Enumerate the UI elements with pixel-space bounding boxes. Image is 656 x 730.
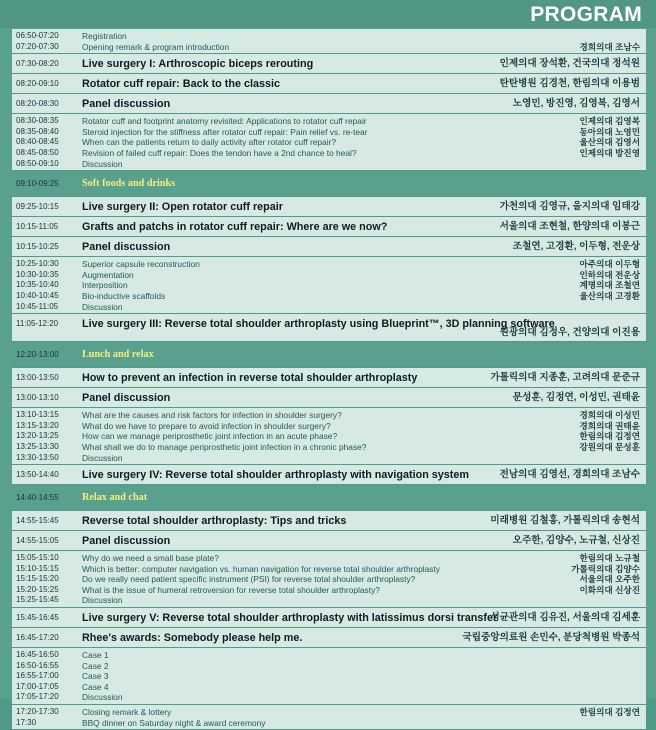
session-block — [12, 54, 646, 74]
schedule-row — [16, 467, 642, 483]
speaker-names: 문성훈, 김정연, 이성민, 권태윤 — [512, 392, 640, 404]
speaker-names: 미래병원 김철홍, 가톨릭의대 송현석 — [490, 515, 640, 527]
break-title: Soft foods and drinks — [82, 178, 176, 190]
session-title: Discussion — [82, 301, 123, 312]
schedule-row — [16, 76, 642, 92]
speaker-names: 전남의대 김영선, 경희의대 조남수 — [499, 469, 640, 481]
session-title: Live surgery III: Reverse total shoulder arthroplasty using Blueprint™, 3D planning software — [82, 318, 555, 331]
schedule-row — [16, 574, 642, 585]
schedule-row — [16, 56, 642, 72]
schedule-row — [16, 390, 642, 406]
session-time: 13:15-13:20 — [16, 420, 59, 430]
session-time: 10:15-10:25 — [16, 242, 59, 252]
schedule-row — [16, 453, 642, 464]
speaker-names: 탄탄병원 김경천, 한림의대 이용범 — [499, 78, 640, 90]
session-title: Registration — [82, 31, 127, 41]
session-time: 13:50-14:40 — [16, 470, 59, 480]
session-time: 10:25-10:30 — [16, 259, 59, 269]
break-block — [12, 485, 646, 511]
speaker-names: 가톨릭의대 지종훈, 고려의대 문준규 — [490, 372, 640, 384]
session-time: 08:35-08:40 — [16, 126, 59, 136]
session-time: 08:20-09:10 — [16, 79, 59, 89]
session-title: Bio-inductive scaffolds — [82, 290, 166, 301]
schedule-row — [16, 718, 642, 729]
schedule-row — [16, 410, 642, 421]
session-time: 15:20-15:25 — [16, 584, 59, 594]
session-block — [12, 705, 646, 730]
session-time: 13:30-13:50 — [16, 452, 59, 462]
session-title: Case 3 — [82, 671, 109, 682]
speaker-names: 인제의대 김영복 — [579, 116, 640, 127]
session-time: 12:20-13:00 — [16, 350, 59, 360]
session-block — [12, 74, 646, 94]
speaker-names: 원광의대 김정우, 건양의대 이진용 — [499, 327, 640, 339]
speaker-names: 경희의대 조남수 — [579, 41, 640, 52]
session-title: Panel discussion — [82, 535, 171, 548]
schedule-row — [16, 127, 642, 138]
schedule-row — [16, 442, 642, 453]
speaker-names: 계명의대 조철연 — [579, 280, 640, 291]
schedule-row — [16, 302, 642, 313]
schedule-row — [16, 513, 642, 529]
session-time: 17:00-17:05 — [16, 681, 59, 691]
speaker-names: 강원의대 문성훈 — [579, 441, 640, 452]
session-title: Panel discussion — [82, 98, 171, 111]
speaker-names: 가톨릭의대 김양수 — [571, 563, 640, 574]
speaker-names: 이화의대 신상진 — [579, 584, 640, 595]
speaker-names: 오주한, 김양수, 노규철, 신상진 — [512, 535, 640, 547]
break-title: Relax and chat — [82, 492, 148, 504]
session-time: 15:10-15:15 — [16, 563, 59, 573]
speaker-names: 서울의대 조현철, 한양의대 이봉근 — [499, 221, 640, 233]
session-title: Panel discussion — [82, 392, 171, 405]
session-title: Rotator cuff and footprint anatomy revisited: Applications to rotator cuff repair — [82, 116, 367, 127]
session-time: 14:55-15:05 — [16, 536, 59, 546]
session-title: Case 1 — [82, 650, 109, 661]
speaker-names: 인제의대 장석환, 건국의대 정석원 — [499, 58, 640, 70]
session-title: Live surgery V: Reverse total shoulder arthroplasty with latissimus dorsi transfer — [82, 612, 498, 625]
session-block — [12, 114, 646, 171]
session-time: 15:15-15:20 — [16, 574, 59, 584]
session-title: Discussion — [82, 692, 123, 703]
session-block — [12, 197, 646, 217]
session-title: What are the causes and risk factors for infection in shoulder surgery? — [82, 410, 342, 421]
session-title: Case 4 — [82, 681, 109, 692]
break-block — [12, 171, 646, 197]
schedule-row — [16, 671, 642, 682]
schedule-row — [16, 173, 642, 195]
schedule-row — [16, 585, 642, 596]
schedule-row — [16, 316, 642, 340]
schedule-row — [16, 487, 642, 509]
speaker-names: 한림의대 김정연 — [579, 707, 640, 718]
session-title: Opening remark & program introduction — [82, 41, 230, 52]
session-block — [12, 29, 646, 54]
session-title: When can the patients return to daily activity after rotator cuff repair? — [82, 137, 337, 148]
session-time: 15:05-15:10 — [16, 553, 59, 563]
session-block — [12, 388, 646, 408]
session-title: Augmentation — [82, 269, 134, 280]
break-title: Lunch and relax — [82, 349, 154, 361]
session-time: 11:05-12:20 — [16, 319, 59, 329]
speaker-names: 동아의대 노영민 — [579, 126, 640, 137]
session-title: Rhee's awards: Somebody please help me. — [82, 632, 303, 645]
session-title: Superior capsule reconstruction — [82, 259, 200, 270]
session-title: Revision of failed cuff repair: Does the tendon have a 2nd chance to heal? — [82, 147, 357, 158]
schedule-row — [16, 595, 642, 606]
session-time: 13:00-13:10 — [16, 393, 59, 403]
session-block — [12, 465, 646, 485]
session-title: Why do we need a small base plate? — [82, 553, 219, 564]
speaker-names: 울산의대 고경환 — [579, 290, 640, 301]
session-time: 13:00-13:50 — [16, 373, 59, 383]
session-title: Case 2 — [82, 660, 109, 671]
schedule-row — [16, 553, 642, 564]
schedule-row — [16, 31, 642, 42]
schedule-row — [16, 533, 642, 549]
schedule-list — [12, 29, 646, 730]
session-block — [12, 648, 646, 705]
schedule-row — [16, 344, 642, 366]
session-time: 06:50-07:20 — [16, 31, 59, 40]
speaker-names: 서울의대 오주한 — [579, 574, 640, 585]
session-time: 15:25-15:45 — [16, 595, 59, 605]
session-time: 17:20-17:30 — [16, 707, 59, 717]
session-time: 15:45-16:45 — [16, 613, 59, 623]
speaker-names: 경희의대 권태윤 — [579, 420, 640, 431]
session-title: Live surgery II: Open rotator cuff repair — [82, 201, 283, 214]
session-time: 07:30-08:20 — [16, 59, 59, 69]
session-block — [12, 94, 646, 114]
schedule-row — [16, 431, 642, 442]
session-time: 16:45-17:20 — [16, 633, 59, 643]
speaker-names: 한림의대 노규철 — [579, 553, 640, 564]
session-title: Panel discussion — [82, 241, 171, 254]
break-block — [12, 342, 646, 368]
session-time: 13:20-13:25 — [16, 431, 59, 441]
session-block — [12, 408, 646, 465]
schedule-row — [16, 370, 642, 386]
schedule-row — [16, 682, 642, 693]
session-time: 08:30-08:35 — [16, 116, 59, 126]
session-title: Interposition — [82, 280, 128, 291]
schedule-row — [16, 159, 642, 170]
schedule-row — [16, 199, 642, 215]
session-time: 09:10-09:25 — [16, 179, 59, 189]
speaker-names: 가천의대 김영규, 을지의대 임태강 — [499, 201, 640, 213]
session-block — [12, 531, 646, 551]
session-time: 08:50-09:10 — [16, 158, 59, 168]
session-block — [12, 257, 646, 314]
speaker-names: 경희의대 이성민 — [579, 410, 640, 421]
session-time: 08:20-08:30 — [16, 99, 59, 109]
schedule-row — [16, 219, 642, 235]
session-block — [12, 217, 646, 237]
session-title: What shall we do to manage periprosthetic joint infection in a chronic phase? — [82, 441, 367, 452]
schedule-row — [16, 259, 642, 270]
session-title: Grafts and patchs in rotator cuff repair: Where are we now? — [82, 221, 388, 234]
session-time: 07:20-07:30 — [16, 41, 59, 51]
schedule-row — [16, 661, 642, 672]
session-title: Steroid injection for the stiffness after rotator cuff repair: Pain relief vs. re-tear — [82, 126, 368, 137]
session-title: Reverse total shoulder arthroplasty: Tips and tricks — [82, 515, 347, 528]
session-title: Closing remark & lottery — [82, 707, 172, 718]
session-time: 13:25-13:30 — [16, 441, 59, 451]
session-title: How to prevent an infection in reverse total shoulder arthroplasty — [82, 372, 418, 385]
speaker-names: 한림의대 김정연 — [579, 431, 640, 442]
speaker-names: 조철연, 고경환, 이두형, 전운상 — [512, 241, 640, 253]
schedule-row — [16, 421, 642, 432]
schedule-row — [16, 137, 642, 148]
schedule-row — [16, 270, 642, 281]
session-title: BBQ dinner on Saturday night & award ceremony — [82, 717, 266, 728]
session-block — [12, 511, 646, 531]
session-block — [12, 368, 646, 388]
session-block — [12, 628, 646, 648]
session-title: Discussion — [82, 452, 123, 463]
session-title: Which is better: computer navigation vs. human navigation for reverse total shoulder arthroplasty — [82, 563, 440, 574]
session-time: 10:30-10:35 — [16, 269, 59, 279]
schedule-row — [16, 42, 642, 53]
session-title: Do we really need patient specific instrument (PSI) for reverse total shoulder arthroplasty? — [82, 574, 416, 585]
schedule-row — [16, 610, 642, 626]
schedule-row — [16, 291, 642, 302]
session-title: Live surgery IV: Reverse total shoulder arthroplasty with navigation system — [82, 469, 470, 482]
session-time: 17:30 — [16, 717, 37, 727]
schedule-row — [16, 630, 642, 646]
schedule-row — [16, 116, 642, 127]
page-title: PROGRAM — [530, 3, 642, 26]
session-time: 14:40-14:55 — [16, 493, 59, 503]
session-time: 10:15-11:05 — [16, 222, 59, 232]
session-title: Discussion — [82, 158, 123, 169]
schedule-row — [16, 707, 642, 718]
schedule-row — [16, 239, 642, 255]
schedule-row — [16, 96, 642, 112]
session-title: Live surgery I: Arthroscopic biceps rerouting — [82, 58, 314, 71]
speaker-names: 성균관의대 김유진, 서울의대 김세훈 — [490, 612, 640, 624]
session-time: 17:05-17:20 — [16, 692, 59, 702]
speaker-names: 노영민, 방진영, 김영복, 김영서 — [512, 98, 640, 110]
session-title: Rotator cuff repair: Back to the classic — [82, 78, 280, 91]
speaker-names: 인제의대 방진영 — [579, 147, 640, 158]
session-time: 16:50-16:55 — [16, 660, 59, 670]
schedule-row — [16, 280, 642, 291]
schedule-row — [16, 692, 642, 703]
schedule-row — [16, 650, 642, 661]
session-block — [12, 608, 646, 628]
session-block — [12, 551, 646, 608]
session-title: What is the issue of humeral retroversion for reverse total shoulder arthroplasty? — [82, 584, 380, 595]
session-time: 13:10-13:15 — [16, 410, 59, 420]
speaker-names: 아주의대 이두형 — [579, 259, 640, 270]
session-block — [12, 237, 646, 257]
schedule-row — [16, 148, 642, 159]
schedule-row — [16, 564, 642, 575]
speaker-names: 국립중앙의료원 손민수, 분당척병원 박종석 — [462, 632, 640, 644]
session-time: 08:40-08:45 — [16, 137, 59, 147]
session-time: 10:40-10:45 — [16, 290, 59, 300]
speaker-names: 인하의대 전운상 — [579, 269, 640, 280]
session-time: 16:45-16:50 — [16, 650, 59, 660]
session-time: 08:45-08:50 — [16, 147, 59, 157]
session-time: 09:25-10:15 — [16, 202, 59, 212]
session-block — [12, 314, 646, 342]
session-time: 10:35-10:40 — [16, 280, 59, 290]
speaker-names: 울산의대 김영서 — [579, 137, 640, 148]
session-time: 10:45-11:05 — [16, 301, 59, 311]
session-title: What do we have to prepare to avoid infection in shoulder surgery? — [82, 420, 331, 431]
session-title: How can we manage periprosthetic joint infection in an acute phase? — [82, 431, 338, 442]
session-time: 14:55-15:45 — [16, 516, 59, 526]
session-time: 16:55-17:00 — [16, 671, 59, 681]
session-title: Discussion — [82, 595, 123, 606]
header-bar — [0, 0, 656, 28]
